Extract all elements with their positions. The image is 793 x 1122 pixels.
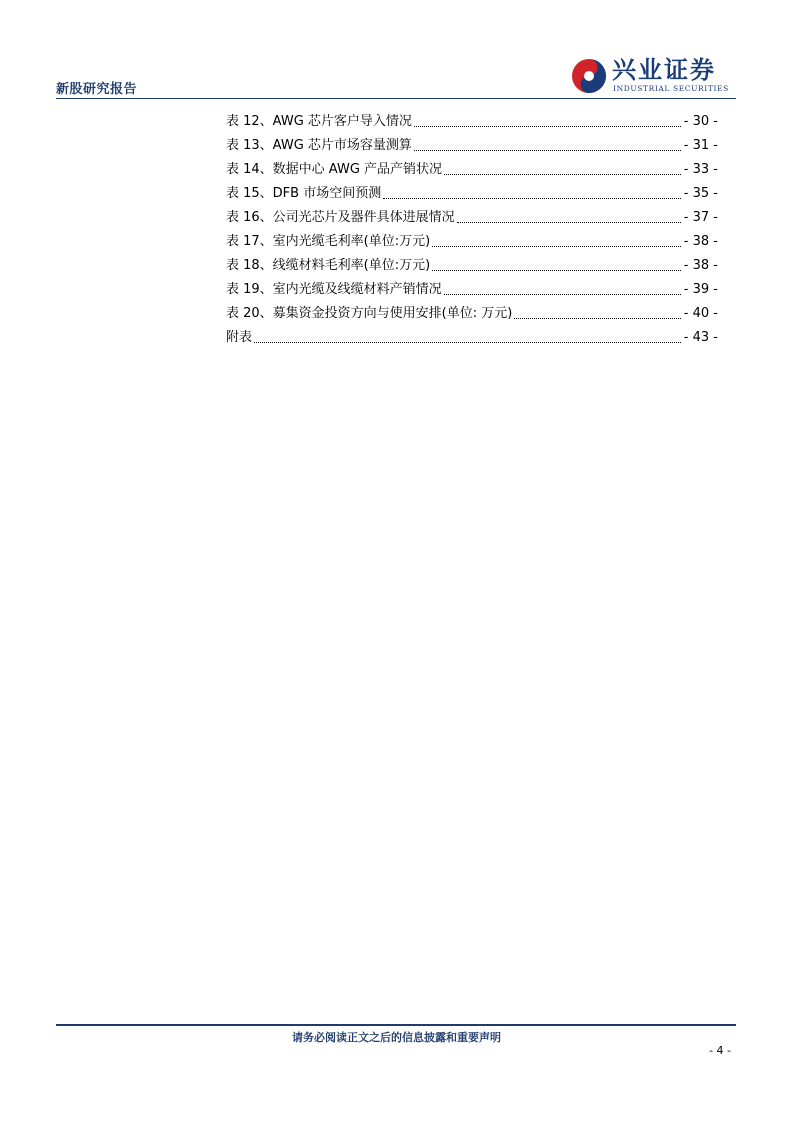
toc-entry-label: 表 19、室内光缆及线缆材料产销情况 [226, 282, 442, 297]
footer-divider [56, 1024, 736, 1026]
toc-entry[interactable] [226, 324, 718, 348]
toc-dot-leader [414, 150, 681, 151]
page-number: - 4 - [709, 1044, 731, 1057]
toc-entry[interactable] [226, 252, 718, 276]
header-divider [56, 98, 736, 99]
toc-dot-leader [254, 342, 681, 343]
toc-entry-label: 表 15、DFB 市场空间预测 [226, 186, 382, 201]
toc-entry[interactable] [226, 300, 718, 324]
toc-entry-label: 表 16、公司光芯片及器件具体进展情况 [226, 210, 455, 225]
toc-entry-label: 表 12、AWG 芯片客户导入情况 [226, 114, 412, 129]
report-type-label: 新股研究报告 [56, 82, 138, 97]
logo-icon [571, 58, 607, 94]
toc-entry-page: - 40 - [683, 306, 718, 321]
logo-text-cn: 兴业证券 [612, 55, 716, 84]
toc-entry[interactable] [226, 156, 718, 180]
toc-entry-page: - 43 - [683, 330, 718, 345]
toc-entry-page: - 37 - [683, 210, 718, 225]
footer-disclaimer: 请务必阅读正文之后的信息披露和重要声明 [292, 1031, 501, 1044]
toc-entry[interactable] [226, 228, 718, 252]
toc-entry-page: - 39 - [683, 282, 718, 297]
toc-entry-label: 表 20、募集资金投资方向与使用安排(单位: 万元) [226, 306, 513, 321]
toc-entry-page: - 33 - [683, 162, 718, 177]
toc-entry-label: 表 13、AWG 芯片市场容量测算 [226, 138, 412, 153]
toc-entry-page: - 35 - [683, 186, 718, 201]
toc-entry[interactable] [226, 132, 718, 156]
toc-dot-leader [444, 294, 681, 295]
toc-entry-label: 附表 [226, 330, 253, 345]
toc-dot-leader [432, 246, 681, 247]
toc-entry-page: - 38 - [683, 234, 718, 249]
toc-entry[interactable] [226, 108, 718, 132]
toc-entry-page: - 30 - [683, 114, 718, 129]
logo-text-en: INDUSTRIAL SECURITIES [613, 84, 729, 93]
toc-dot-leader [414, 126, 681, 127]
toc-entry[interactable] [226, 180, 718, 204]
toc-dot-leader [514, 318, 680, 319]
toc-entry[interactable] [226, 204, 718, 228]
toc-entry-page: - 38 - [683, 258, 718, 273]
toc-dot-leader [383, 198, 681, 199]
toc-dot-leader [457, 222, 681, 223]
toc-entry-label: 表 18、线缆材料毛利率(单位:万元) [226, 258, 431, 273]
toc-dot-leader [432, 270, 681, 271]
toc-entry-label: 表 14、数据中心 AWG 产品产销状况 [226, 162, 443, 177]
toc-entry[interactable] [226, 276, 718, 300]
toc-dot-leader [444, 174, 681, 175]
company-logo [571, 56, 736, 96]
toc-entry-label: 表 17、室内光缆毛利率(单位:万元) [226, 234, 431, 249]
toc-entry-page: - 31 - [683, 138, 718, 153]
table-of-contents [226, 108, 718, 348]
